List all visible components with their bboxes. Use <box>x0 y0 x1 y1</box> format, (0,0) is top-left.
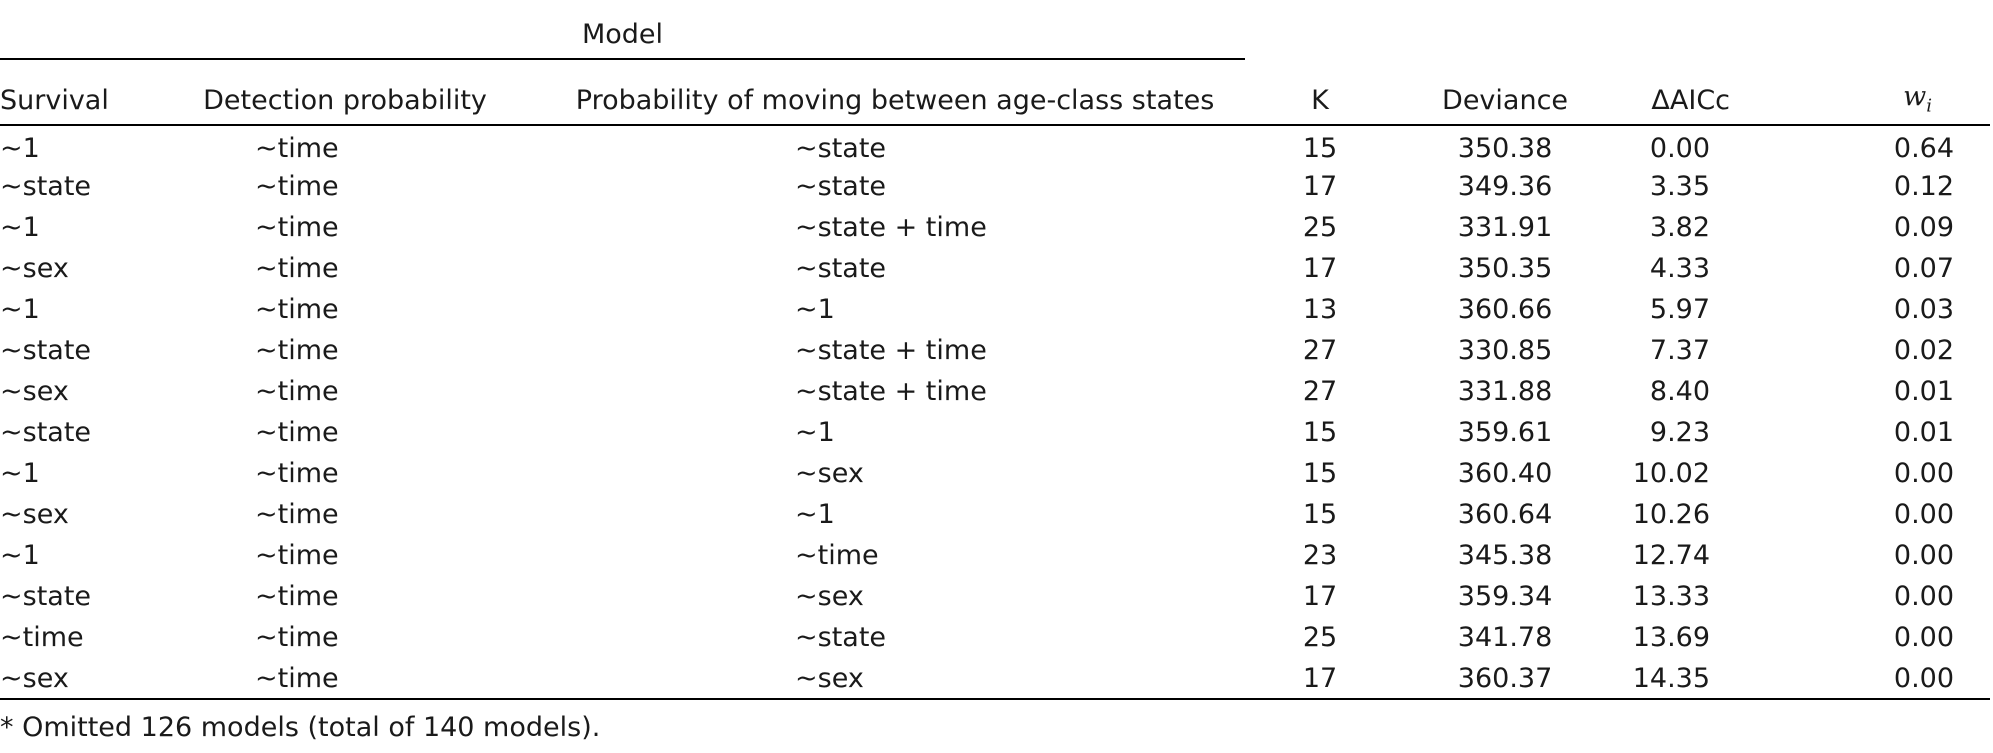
cell-survival: ~time <box>0 622 84 653</box>
cell-deviance: 360.40 <box>1457 458 1553 489</box>
cell-deviance: 360.64 <box>1457 499 1553 530</box>
cell-weight: 0.12 <box>1893 171 1955 202</box>
cell-weight: 0.00 <box>1893 499 1955 530</box>
cell-daicc: 4.33 <box>1649 253 1711 284</box>
cell-daicc: 5.97 <box>1649 294 1711 325</box>
col-header-weight <box>1830 59 1990 125</box>
cell-deviance: 350.38 <box>1457 132 1553 164</box>
cell-survival: ~state <box>0 417 92 448</box>
cell-detection: ~time <box>255 171 339 202</box>
cell-daicc: 13.69 <box>1632 622 1711 653</box>
cell-survival: ~1 <box>0 294 40 325</box>
column-header-row <box>0 59 1990 125</box>
cell-k: 15 <box>1302 499 1338 530</box>
cell-detection: ~time <box>255 581 339 612</box>
table-row <box>0 494 1990 535</box>
cell-detection: ~time <box>255 458 339 489</box>
cell-deviance: 359.61 <box>1457 417 1553 448</box>
col-header-detection: Detection probability <box>203 85 487 116</box>
col-header-moving: Probability of moving between age-class states <box>575 85 1215 116</box>
cell-daicc: 12.74 <box>1632 540 1711 571</box>
cell-survival: ~state <box>0 581 92 612</box>
col-header-deviance: Deviance <box>1442 85 1569 116</box>
cell-weight: 0.00 <box>1893 458 1955 489</box>
cell-deviance: 345.38 <box>1457 540 1553 571</box>
cell-k: 27 <box>1302 376 1338 407</box>
cell-daicc: 13.33 <box>1632 581 1711 612</box>
cell-k: 23 <box>1302 540 1338 571</box>
cell-weight: 0.03 <box>1893 294 1955 325</box>
cell-daicc: 3.35 <box>1649 171 1711 202</box>
cell-k: 15 <box>1302 132 1338 164</box>
cell-detection: ~time <box>255 662 339 694</box>
cell-k: 27 <box>1302 335 1338 366</box>
table-row <box>0 166 1990 207</box>
cell-detection: ~time <box>255 335 339 366</box>
cell-daicc: 8.40 <box>1649 376 1711 407</box>
cell-weight: 0.02 <box>1893 335 1955 366</box>
table-row <box>0 371 1990 412</box>
cell-k: 25 <box>1302 622 1338 653</box>
cell-weight: 0.01 <box>1893 376 1955 407</box>
cell-moving: ~time <box>795 540 879 571</box>
table-row <box>0 535 1990 576</box>
cell-moving: ~sex <box>795 581 864 612</box>
cell-daicc: 9.23 <box>1649 417 1711 448</box>
cell-weight: 0.09 <box>1893 212 1955 243</box>
cell-deviance: 359.34 <box>1457 581 1553 612</box>
cell-weight: 0.00 <box>1893 622 1955 653</box>
cell-moving: ~state <box>795 171 887 202</box>
table-row <box>0 617 1990 658</box>
cell-moving: ~state <box>795 132 887 164</box>
table-row <box>0 207 1990 248</box>
cell-detection: ~time <box>255 132 339 164</box>
cell-detection: ~time <box>255 622 339 653</box>
cell-moving: ~state <box>795 253 887 284</box>
cell-weight: 0.00 <box>1893 540 1955 571</box>
cell-moving: ~1 <box>795 417 835 448</box>
cell-deviance: 331.88 <box>1457 376 1553 407</box>
cell-survival: ~sex <box>0 376 69 407</box>
cell-moving: ~1 <box>795 499 835 530</box>
col-header-k: K <box>1311 85 1329 116</box>
cell-moving: ~state + time <box>795 376 987 407</box>
table-row <box>0 576 1990 617</box>
cell-detection: ~time <box>255 294 339 325</box>
cell-deviance: 349.36 <box>1457 171 1553 202</box>
cell-detection: ~time <box>255 376 339 407</box>
table-row <box>0 453 1990 494</box>
table-footnote: * Omitted 126 models (total of 140 models). <box>0 712 601 743</box>
col-header-daicc: ΔAICc <box>1651 85 1731 116</box>
cell-detection: ~time <box>255 253 339 284</box>
table-row <box>0 658 1990 699</box>
cell-weight: 0.07 <box>1893 253 1955 284</box>
cell-k: 17 <box>1302 662 1338 694</box>
model-group-header: Model <box>0 0 1245 59</box>
cell-survival: ~1 <box>0 458 40 489</box>
cell-k: 17 <box>1302 253 1338 284</box>
cell-daicc: 7.37 <box>1649 335 1711 366</box>
cell-deviance: 341.78 <box>1457 622 1553 653</box>
cell-survival: ~sex <box>0 662 69 694</box>
cell-survival: ~1 <box>0 132 40 164</box>
cell-weight: 0.00 <box>1893 581 1955 612</box>
weight-subscript: i <box>1926 95 1933 116</box>
cell-k: 15 <box>1302 458 1338 489</box>
cell-survival: ~state <box>0 335 92 366</box>
group-header-row <box>0 0 1990 59</box>
table-row <box>0 248 1990 289</box>
cell-moving: ~state + time <box>795 335 987 366</box>
cell-daicc: 14.35 <box>1632 662 1711 694</box>
cell-detection: ~time <box>255 417 339 448</box>
cell-survival: ~state <box>0 171 92 202</box>
cell-deviance: 331.91 <box>1457 212 1553 243</box>
cell-k: 17 <box>1302 171 1338 202</box>
cell-detection: ~time <box>255 212 339 243</box>
cell-survival: ~sex <box>0 253 69 284</box>
col-header-survival: Survival <box>0 85 109 116</box>
table-body <box>0 125 1990 699</box>
cell-weight: 0.64 <box>1893 132 1955 164</box>
cell-weight: 0.01 <box>1893 417 1955 448</box>
cell-daicc: 0.00 <box>1649 132 1711 164</box>
cell-moving: ~1 <box>795 294 835 325</box>
cell-deviance: 360.66 <box>1457 294 1553 325</box>
cell-daicc: 3.82 <box>1649 212 1711 243</box>
table-row <box>0 289 1990 330</box>
cell-k: 17 <box>1302 581 1338 612</box>
table-row <box>0 412 1990 453</box>
table-row <box>0 125 1990 166</box>
cell-moving: ~state <box>795 622 887 653</box>
cell-survival: ~1 <box>0 540 40 571</box>
group-header-spacer <box>1245 0 1990 59</box>
cell-moving: ~state + time <box>795 212 987 243</box>
cell-survival: ~1 <box>0 212 40 243</box>
cell-daicc: 10.26 <box>1632 499 1711 530</box>
cell-deviance: 360.37 <box>1457 662 1553 694</box>
cell-moving: ~sex <box>795 458 864 489</box>
cell-detection: ~time <box>255 540 339 571</box>
cell-moving: ~sex <box>795 662 864 694</box>
weight-symbol: w <box>1903 80 1927 112</box>
cell-deviance: 350.35 <box>1457 253 1553 284</box>
table-row <box>0 330 1990 371</box>
cell-daicc: 10.02 <box>1632 458 1711 489</box>
cell-weight: 0.00 <box>1893 662 1955 694</box>
cell-detection: ~time <box>255 499 339 530</box>
cell-k: 25 <box>1302 212 1338 243</box>
cell-survival: ~sex <box>0 499 69 530</box>
cell-k: 13 <box>1302 294 1338 325</box>
cell-k: 15 <box>1302 417 1338 448</box>
cell-deviance: 330.85 <box>1457 335 1553 366</box>
